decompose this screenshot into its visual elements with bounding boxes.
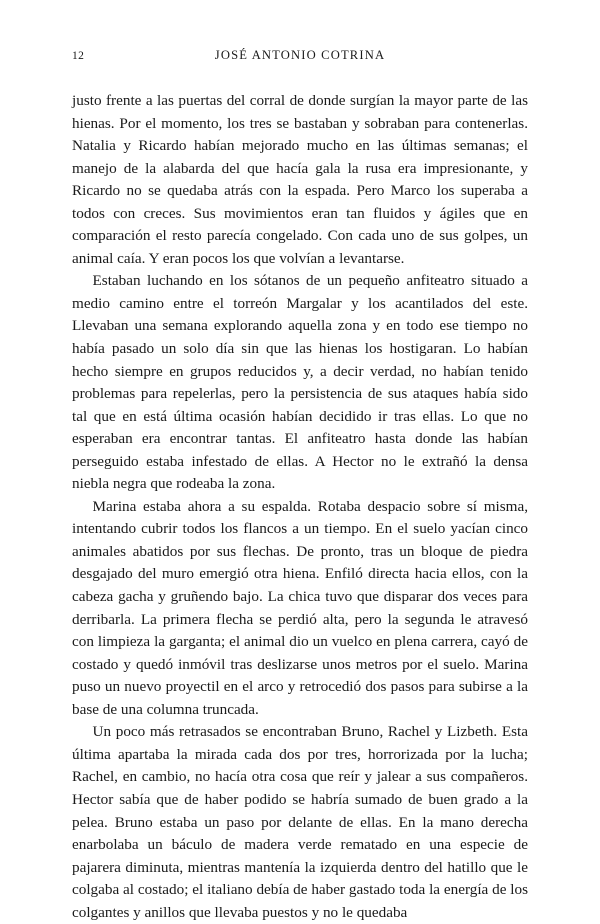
paragraph: Marina estaba ahora a su espalda. Rotaba despacio sobre sí misma, intentando cubrir todos los flancos a un tiempo. En el suelo yacían cinco animales abatidos por sus flechas. De pronto, tras un bloque de piedra desgajado del muro emergió otra hiena. Enfiló directa hacia ellos, con la cabeza gacha y gruñendo bajo. La chica tuvo que disparar dos veces para derribarla. La primera flecha se perdió alta, pero la segunda le atravesó con limpieza la garganta; el animal dio un vuelco en plena carrera, cayó de costado y quedó inmóvil tras deslizarse unos metros por el suelo. Marina puso un nuevo proyectil en el arco y retrocedió dos pasos para subirse a la base de una columna truncada. xyxy=(72,497,528,718)
page-number: 12 xyxy=(72,50,85,62)
running-head-title: JOSÉ ANTONIO COTRINA xyxy=(214,48,386,62)
paragraph: Un poco más retrasados se encontraban Bruno, Rachel y Lizbeth. Esta última apartaba la mirada cada dos por tres, horrorizada por la lucha; Rachel, en cambio, no hacía otra cosa que reír y jalear a sus compañeros. Hector sabía que de haber podido se habría sumado de buen grado a la pelea. Bruno estaba un paso por delante de ellas. En la mano derecha enarbolaba un báculo de madera verde rematado en una especie de pajarera diminuta, mientras mantenía la izquierda dentro del hatillo que le colgaba al costado; el italiano debía de haber gastado toda la energía de los colgantes y anillos que llevaba puestos y no le quedaba xyxy=(72,723,528,921)
running-head xyxy=(72,48,528,68)
body-text xyxy=(72,90,528,924)
paragraph: Estaban luchando en los sótanos de un pequeño anfiteatro situado a medio camino entre el torreón Margalar y los acantilados del este. Llevaban una semana explorando aquella zona y en todo ese tiempo no había pasado un solo día sin que las hienas los hostigaran. Lo habían hecho siempre en grupos reducidos y, a decir verdad, no habían tenido problemas para repelerlas, pero la persistencia de sus ataques había sido tal que en está última ocasión habían decidido ir tras ellas. Lo que no esperaban era encontrar tantas. El anfiteatro hasta donde las habían perseguido estaba infestado de ellas. A Hector no le extrañó la densa niebla negra que rodeaba la zona. xyxy=(72,272,528,493)
paragraph: justo frente a las puertas del corral de donde surgían la mayor parte de las hienas. Por el momento, los tres se bastaban y sobraban para contenerlas. Natalia y Ricardo habían mejorado mucho en las últimas semanas; el manejo de la alabarda del que hacía gala la rusa era impresionante, y Ricardo no se quedaba atrás con la espada. Pero Marco los superaba a todos con creces. Sus movimientos eran tan fluidos y ágiles que en comparación el resto parecía congelado. Con cada uno de sus golpes, un animal caía. Y eran pocos los que volvían a levantarse. xyxy=(72,92,528,267)
